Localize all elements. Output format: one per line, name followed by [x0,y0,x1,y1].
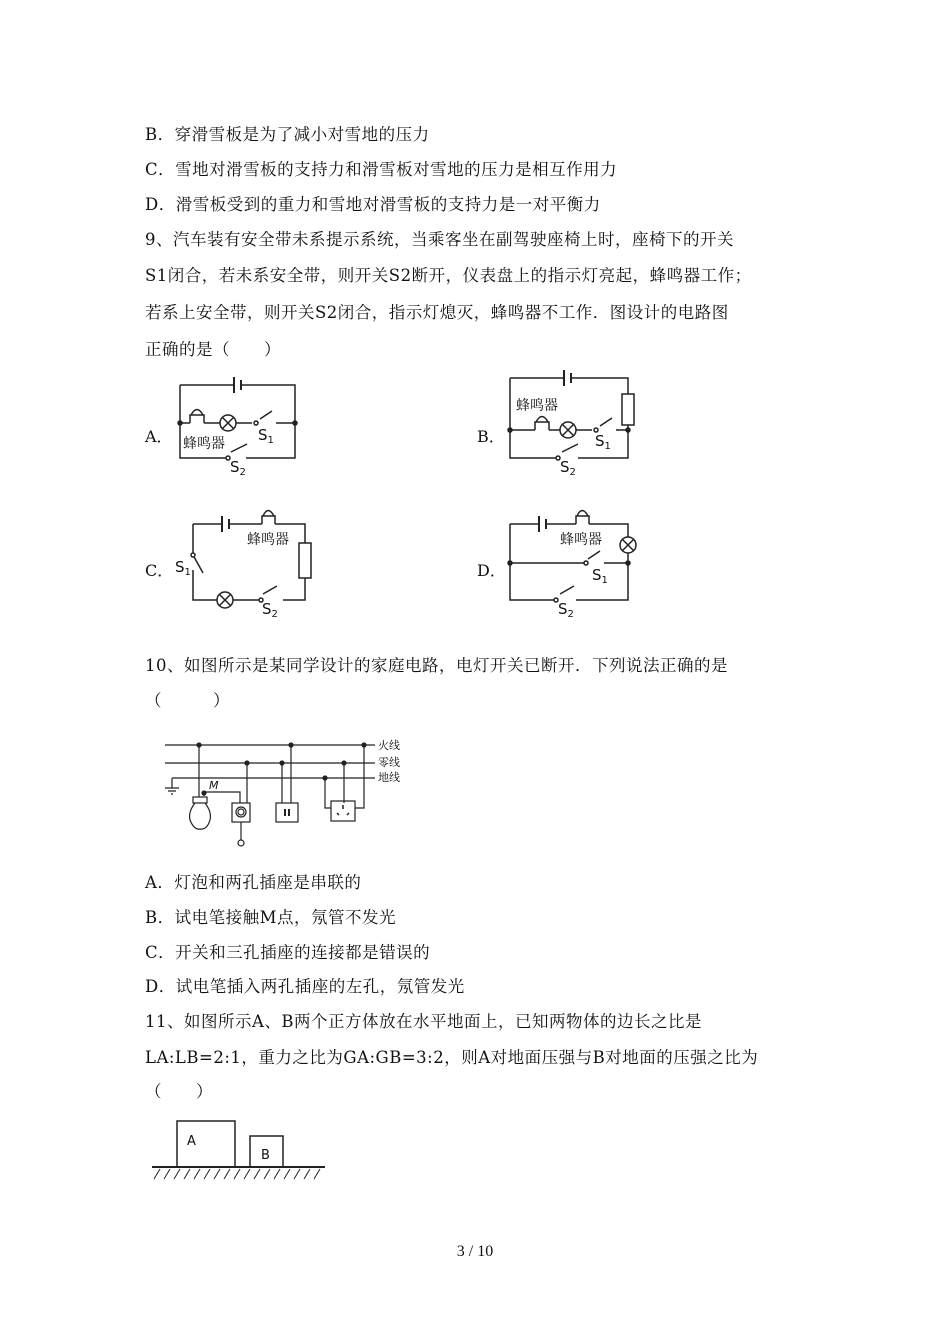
q10-text: （ ） [145,691,230,710]
q9-text: 若系上安全带，则开关S2闭合，指示灯熄灭，蜂鸣器不工作．图设计的电路图 [145,303,729,322]
svg-text:B: B [261,1148,270,1163]
q9-option-a: A． [145,427,173,446]
svg-text:S1: $S_1$ [175,558,191,578]
resistor-icon [622,394,634,425]
q8-option-b: B．穿滑雪板是为了减小对雪地的压力 [145,125,430,144]
q10-option-d: D．试电笔插入两孔插座的左孔，氖管发光 [145,977,465,996]
svg-text:S1: $S_1$ [258,426,274,446]
svg-text:S1: $S_1$ [595,432,611,452]
svg-text:S1: $S_1$ [592,566,608,586]
q10-option-b: B．试电笔接触M点，氖管不发光 [145,908,397,927]
q8-option-d: D．滑雪板受到的重力和雪地对滑雪板的支持力是一对平衡力 [145,195,601,214]
q9-text: 9、汽车装有安全带未系提示系统，当乘客坐在副驾驶座椅上时，座椅下的开关 [145,230,734,249]
circuit-b-diagram [508,370,634,478]
svg-text:M: M [209,779,219,792]
svg-text:蜂鸣器: 蜂鸣器 [560,532,602,548]
bulb-socket [193,797,207,803]
circuit-d-diagram [508,511,636,621]
switch-icon [232,803,250,822]
page-number: 3 / 10 [456,1243,494,1260]
svg-text:A: A [187,1134,196,1149]
blocks-diagram [152,1121,325,1179]
q9-option-c: C． [145,561,174,580]
svg-text:蜂鸣器: 蜂鸣器 [516,398,558,414]
svg-text:零线: 零线 [378,756,400,769]
three-hole-socket-icon [331,801,355,821]
q11-text: （ ） [145,1082,213,1101]
svg-text:S2: $S_2$ [560,458,576,478]
svg-text:S2: $S_2$ [558,600,574,620]
svg-text:S2: $S_2$ [230,458,246,478]
q11-text: LA:LB=2:1，重力之比为GA:GB=3:2，则A对地面压强与B对地面的压强之比为 [145,1048,759,1067]
buzzer-icon [576,511,589,525]
svg-text:蜂鸣器: 蜂鸣器 [183,436,225,452]
q11-text: 11、如图所示A、B两个正方体放在水平地面上，已知两物体的边长之比是 [145,1012,703,1031]
svg-text:火线: 火线 [378,739,400,752]
svg-text:蜂鸣器: 蜂鸣器 [247,532,289,548]
circuit-a-diagram [178,377,297,478]
svg-text:地线: 地线 [378,771,400,784]
resistor-icon [299,543,311,578]
block-a [177,1121,235,1167]
bulb-icon [190,803,211,829]
q8-option-c: C．雪地对滑雪板的支持力和滑雪板对雪地的压力是相互作用力 [145,160,618,179]
q10-option-a: A．灯泡和两孔插座是串联的 [145,873,362,892]
household-circuit-diagram [165,738,400,846]
q10-option-c: C．开关和三孔插座的连接都是错误的 [145,943,431,962]
buzzer-icon [535,417,549,431]
circuit-c-diagram [175,511,311,621]
buzzer-icon [262,511,275,525]
buzzer-icon [190,410,204,424]
q10-text: 10、如图所示是某同学设计的家庭电路，电灯开关已断开．下列说法正确的是 [145,656,728,675]
q9-option-b: B． [477,427,505,446]
svg-text:S2: $S_2$ [262,600,278,620]
q9-option-d: D． [477,561,506,580]
q9-text: 正确的是（ ） [145,340,281,359]
two-hole-socket-icon [276,803,298,822]
q9-text: S1闭合，若未系安全带，则开关S2断开，仪表盘上的指示灯亮起，蜂鸣器工作； [145,266,752,285]
